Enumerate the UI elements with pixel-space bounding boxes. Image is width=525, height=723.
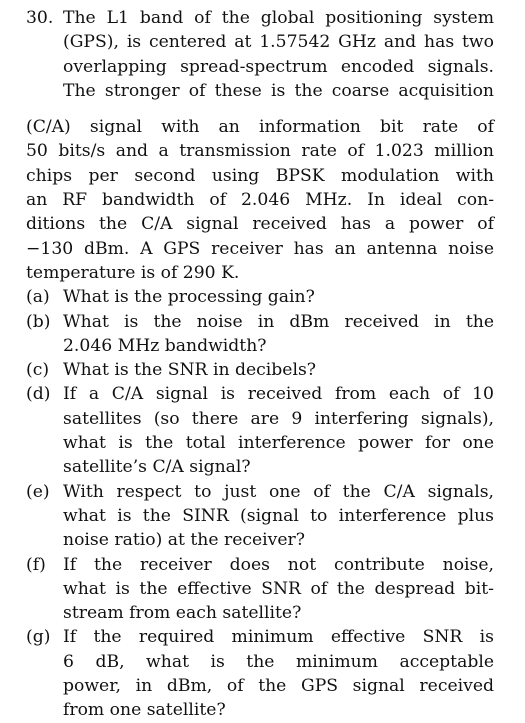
- intro-line: (GPS), is centered at 1.57542 GHz and has two: [63, 32, 494, 53]
- part-line: stream from each satellite?: [63, 603, 302, 624]
- problem-number: 30.: [26, 8, 54, 28]
- part-c: [26, 358, 494, 382]
- part-line: 2.046 MHz bandwidth?: [63, 335, 267, 356]
- part-line: If the required minimum effective SNR is: [63, 627, 494, 648]
- part-line: 6 dB, what is the minimum acceptable: [63, 651, 494, 672]
- part-line: What is the noise in dBm received in the: [63, 311, 494, 332]
- part-line: from one satellite?: [63, 700, 226, 721]
- part-line: If a C/A signal is received from each of 10: [63, 384, 494, 405]
- problem-body: [26, 115, 494, 285]
- intro-line: The stronger of these is the coarse acquisition: [63, 80, 494, 101]
- part-label: (d): [26, 384, 51, 405]
- part-g: [26, 625, 494, 722]
- part-line: what is the effective SNR of the despread bit-: [63, 578, 494, 599]
- part-label: (c): [26, 360, 50, 381]
- part-line: With respect to just one of the C/A signals,: [63, 481, 494, 502]
- body-line: ditions the C/A signal received has a power of: [26, 214, 494, 235]
- problem-text: [26, 6, 494, 723]
- part-line: what is the total interference power for one: [63, 433, 494, 454]
- part-line: satellites (so there are 9 interfering signals),: [63, 408, 494, 429]
- part-f: [26, 553, 494, 626]
- part-line: What is the SNR in decibels?: [63, 360, 316, 381]
- body-line: −130 dBm. A GPS receiver has an antenna noise: [26, 238, 494, 259]
- part-label: (a): [26, 287, 50, 308]
- part-line: noise ratio) at the receiver?: [63, 530, 305, 551]
- part-b: [26, 310, 494, 359]
- part-line: If the receiver does not contribute noise,: [63, 554, 494, 575]
- body-line: chips per second using BPSK modulation with: [26, 165, 494, 186]
- intro-line: overlapping spread-spectrum encoded signals.: [63, 56, 494, 77]
- part-label: (f): [26, 554, 46, 575]
- part-e: [26, 480, 494, 553]
- intro-line: The L1 band of the global positioning system: [63, 8, 494, 28]
- part-label: (e): [26, 481, 50, 502]
- part-line: satellite’s C/A signal?: [63, 457, 251, 478]
- body-line: 50 bits/s and a transmission rate of 1.023 million: [26, 141, 494, 162]
- part-label: (g): [26, 627, 51, 648]
- body-line: temperature is of 290 K.: [26, 262, 240, 283]
- part-line: what is the SINR (signal to interference plus: [63, 505, 494, 526]
- body-line: an RF bandwidth of 2.046 MHz. In ideal con-: [26, 190, 494, 211]
- problem-intro: [26, 6, 494, 103]
- part-line: What is the processing gain?: [63, 287, 315, 308]
- part-a: [26, 285, 494, 309]
- part-label: (b): [26, 311, 51, 332]
- body-line: (C/A) signal with an information bit rate of: [26, 117, 494, 138]
- part-d: [26, 382, 494, 479]
- part-line: power, in dBm, of the GPS signal received: [63, 676, 494, 697]
